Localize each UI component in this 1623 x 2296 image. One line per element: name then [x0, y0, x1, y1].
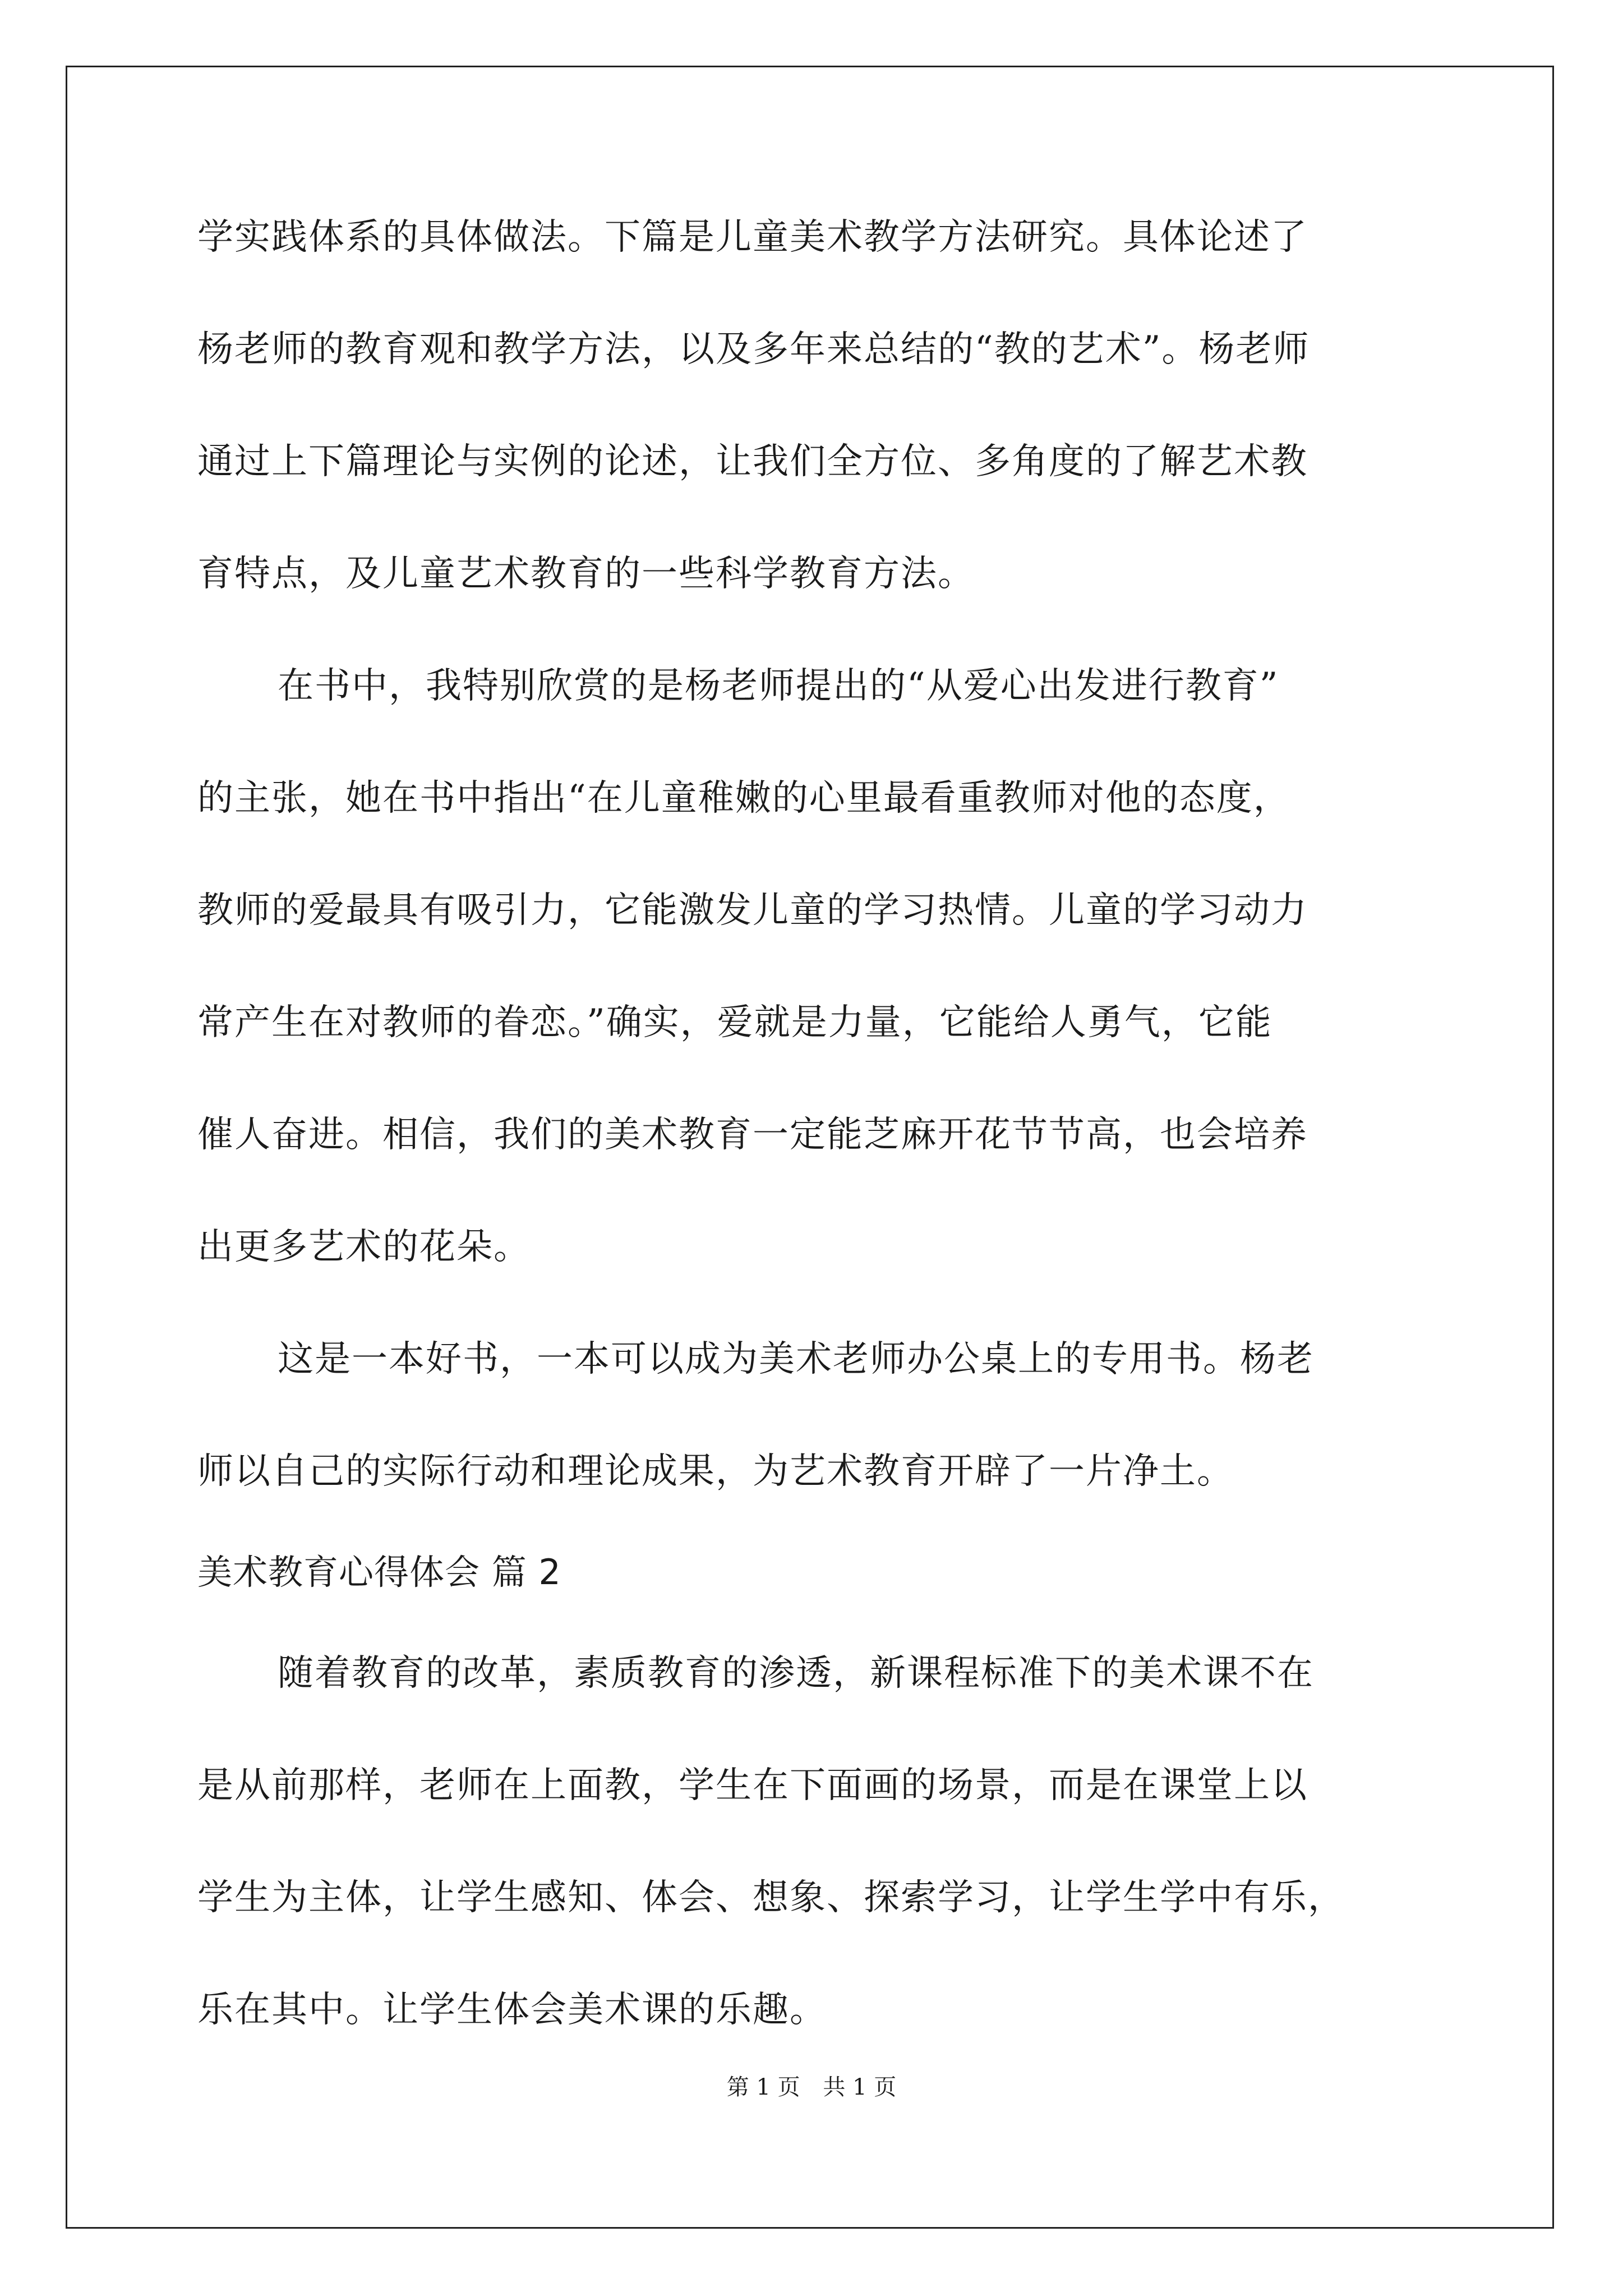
body-text-line: 常产生在对教师的眷恋。”确实，爱就是力量，它能给人勇气，它能	[197, 1002, 1272, 1043]
body-text-line: 教师的爱最具有吸引力，它能激发儿童的学习热情。儿童的学习动力	[197, 890, 1308, 931]
body-text-line: 催人奋进。相信，我们的美术教育一定能芝麻开花节节高，也会培养	[197, 1114, 1308, 1156]
body-text-line: 学实践体系的具体做法。下篇是儿童美术教学方法研究。具体论述了	[197, 217, 1308, 258]
body-text-line: 出更多艺术的花朵。	[197, 1226, 531, 1268]
paragraph-start-line: 这是一本好书，一本可以成为美术老师办公桌上的专用书。杨老	[278, 1338, 1314, 1380]
body-text-line: 师以自己的实际行动和理论成果，为艺术教育开辟了一片净土。	[197, 1451, 1234, 1492]
paragraph-start-line: 随着教育的改革，素质教育的渗透，新课程标准下的美术课不在	[278, 1653, 1314, 1694]
body-text-line: 是从前那样，老师在上面教，学生在下面画的场景，而是在课堂上以	[197, 1765, 1308, 1806]
page-footer	[0, 2070, 1623, 2104]
body-text-line: 通过上下篇理论与实例的论述，让我们全方位、多角度的了解艺术教	[197, 441, 1308, 482]
body-text-line: 育特点，及儿童艺术教育的一些科学教育方法。	[197, 553, 975, 595]
section-heading: 美术教育心得体会 篇 2	[197, 1552, 561, 1593]
body-text-line: 杨老师的教育观和教学方法，以及多年来总结的“教的艺术”。杨老师	[197, 329, 1310, 370]
body-text-line: 学生为主体，让学生感知、体会、想象、探索学习，让学生学中有乐，	[197, 1877, 1345, 1918]
page-total: 共 1 页	[823, 2074, 897, 2100]
body-text-line: 的主张，她在书中指出“在儿童稚嫩的心里最看重教师对他的态度，	[197, 777, 1290, 819]
paragraph-start-line: 在书中，我特别欣赏的是杨老师提出的“从爱心出发进行教育”	[278, 665, 1279, 707]
body-text-line: 乐在其中。让学生体会美术课的乐趣。	[197, 1989, 827, 2031]
page-number: 第 1 页	[726, 2074, 800, 2100]
